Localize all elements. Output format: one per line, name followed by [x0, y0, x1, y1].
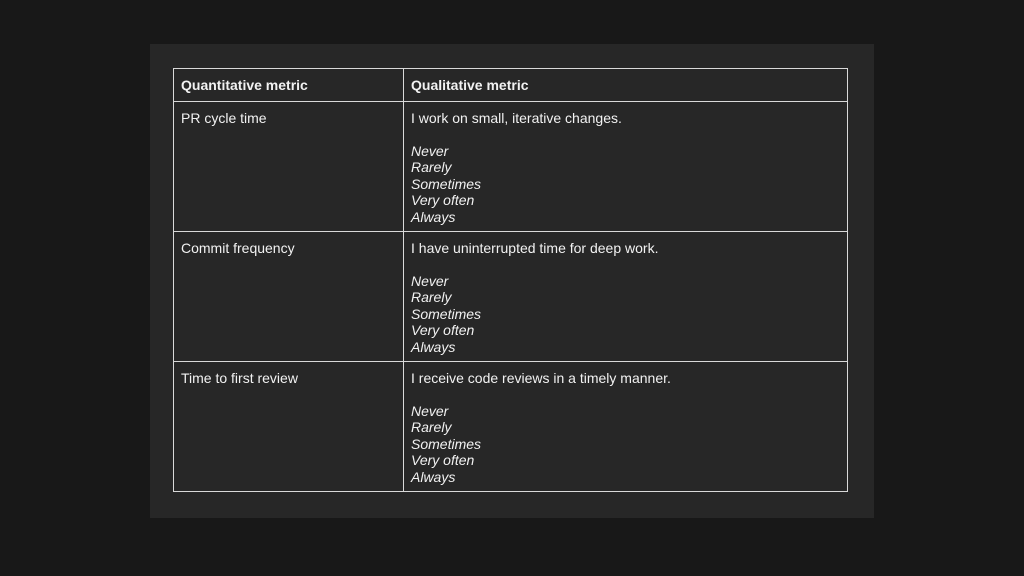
question-text: I work on small, iterative changes. — [411, 110, 622, 126]
answer-options — [411, 273, 840, 356]
metrics-table — [173, 68, 848, 492]
metric-cell: Commit frequency — [174, 232, 404, 362]
option-always: Always — [411, 208, 456, 225]
option-never: Never — [411, 272, 449, 289]
table-row — [174, 232, 848, 362]
option-always: Always — [411, 338, 456, 355]
option-rarely: Rarely — [411, 419, 452, 435]
option-sometimes: Sometimes — [411, 175, 482, 192]
question-text: I receive code reviews in a timely manner. — [411, 370, 671, 386]
option-always: Always — [411, 468, 456, 485]
option-never: Never — [411, 142, 449, 159]
question-text: I have uninterrupted time for deep work. — [411, 240, 659, 256]
table-row — [174, 362, 848, 492]
table-row — [174, 102, 848, 232]
option-very-often: Very often — [411, 452, 475, 468]
question-cell — [404, 362, 848, 492]
option-never: Never — [411, 402, 449, 419]
header-quantitative: Quantitative metric — [174, 69, 404, 102]
header-qualitative: Qualitative metric — [404, 69, 848, 102]
option-very-often: Very often — [411, 322, 475, 338]
answer-options — [411, 143, 840, 226]
option-very-often: Very often — [411, 192, 475, 208]
option-rarely: Rarely — [411, 159, 452, 175]
table-header-row — [174, 69, 848, 102]
question-cell — [404, 102, 848, 232]
metric-cell: Time to first review — [174, 362, 404, 492]
metric-cell: PR cycle time — [174, 102, 404, 232]
slide-panel — [150, 44, 874, 518]
answer-options — [411, 403, 840, 486]
option-sometimes: Sometimes — [411, 435, 482, 452]
question-cell — [404, 232, 848, 362]
option-rarely: Rarely — [411, 289, 452, 305]
option-sometimes: Sometimes — [411, 305, 482, 322]
